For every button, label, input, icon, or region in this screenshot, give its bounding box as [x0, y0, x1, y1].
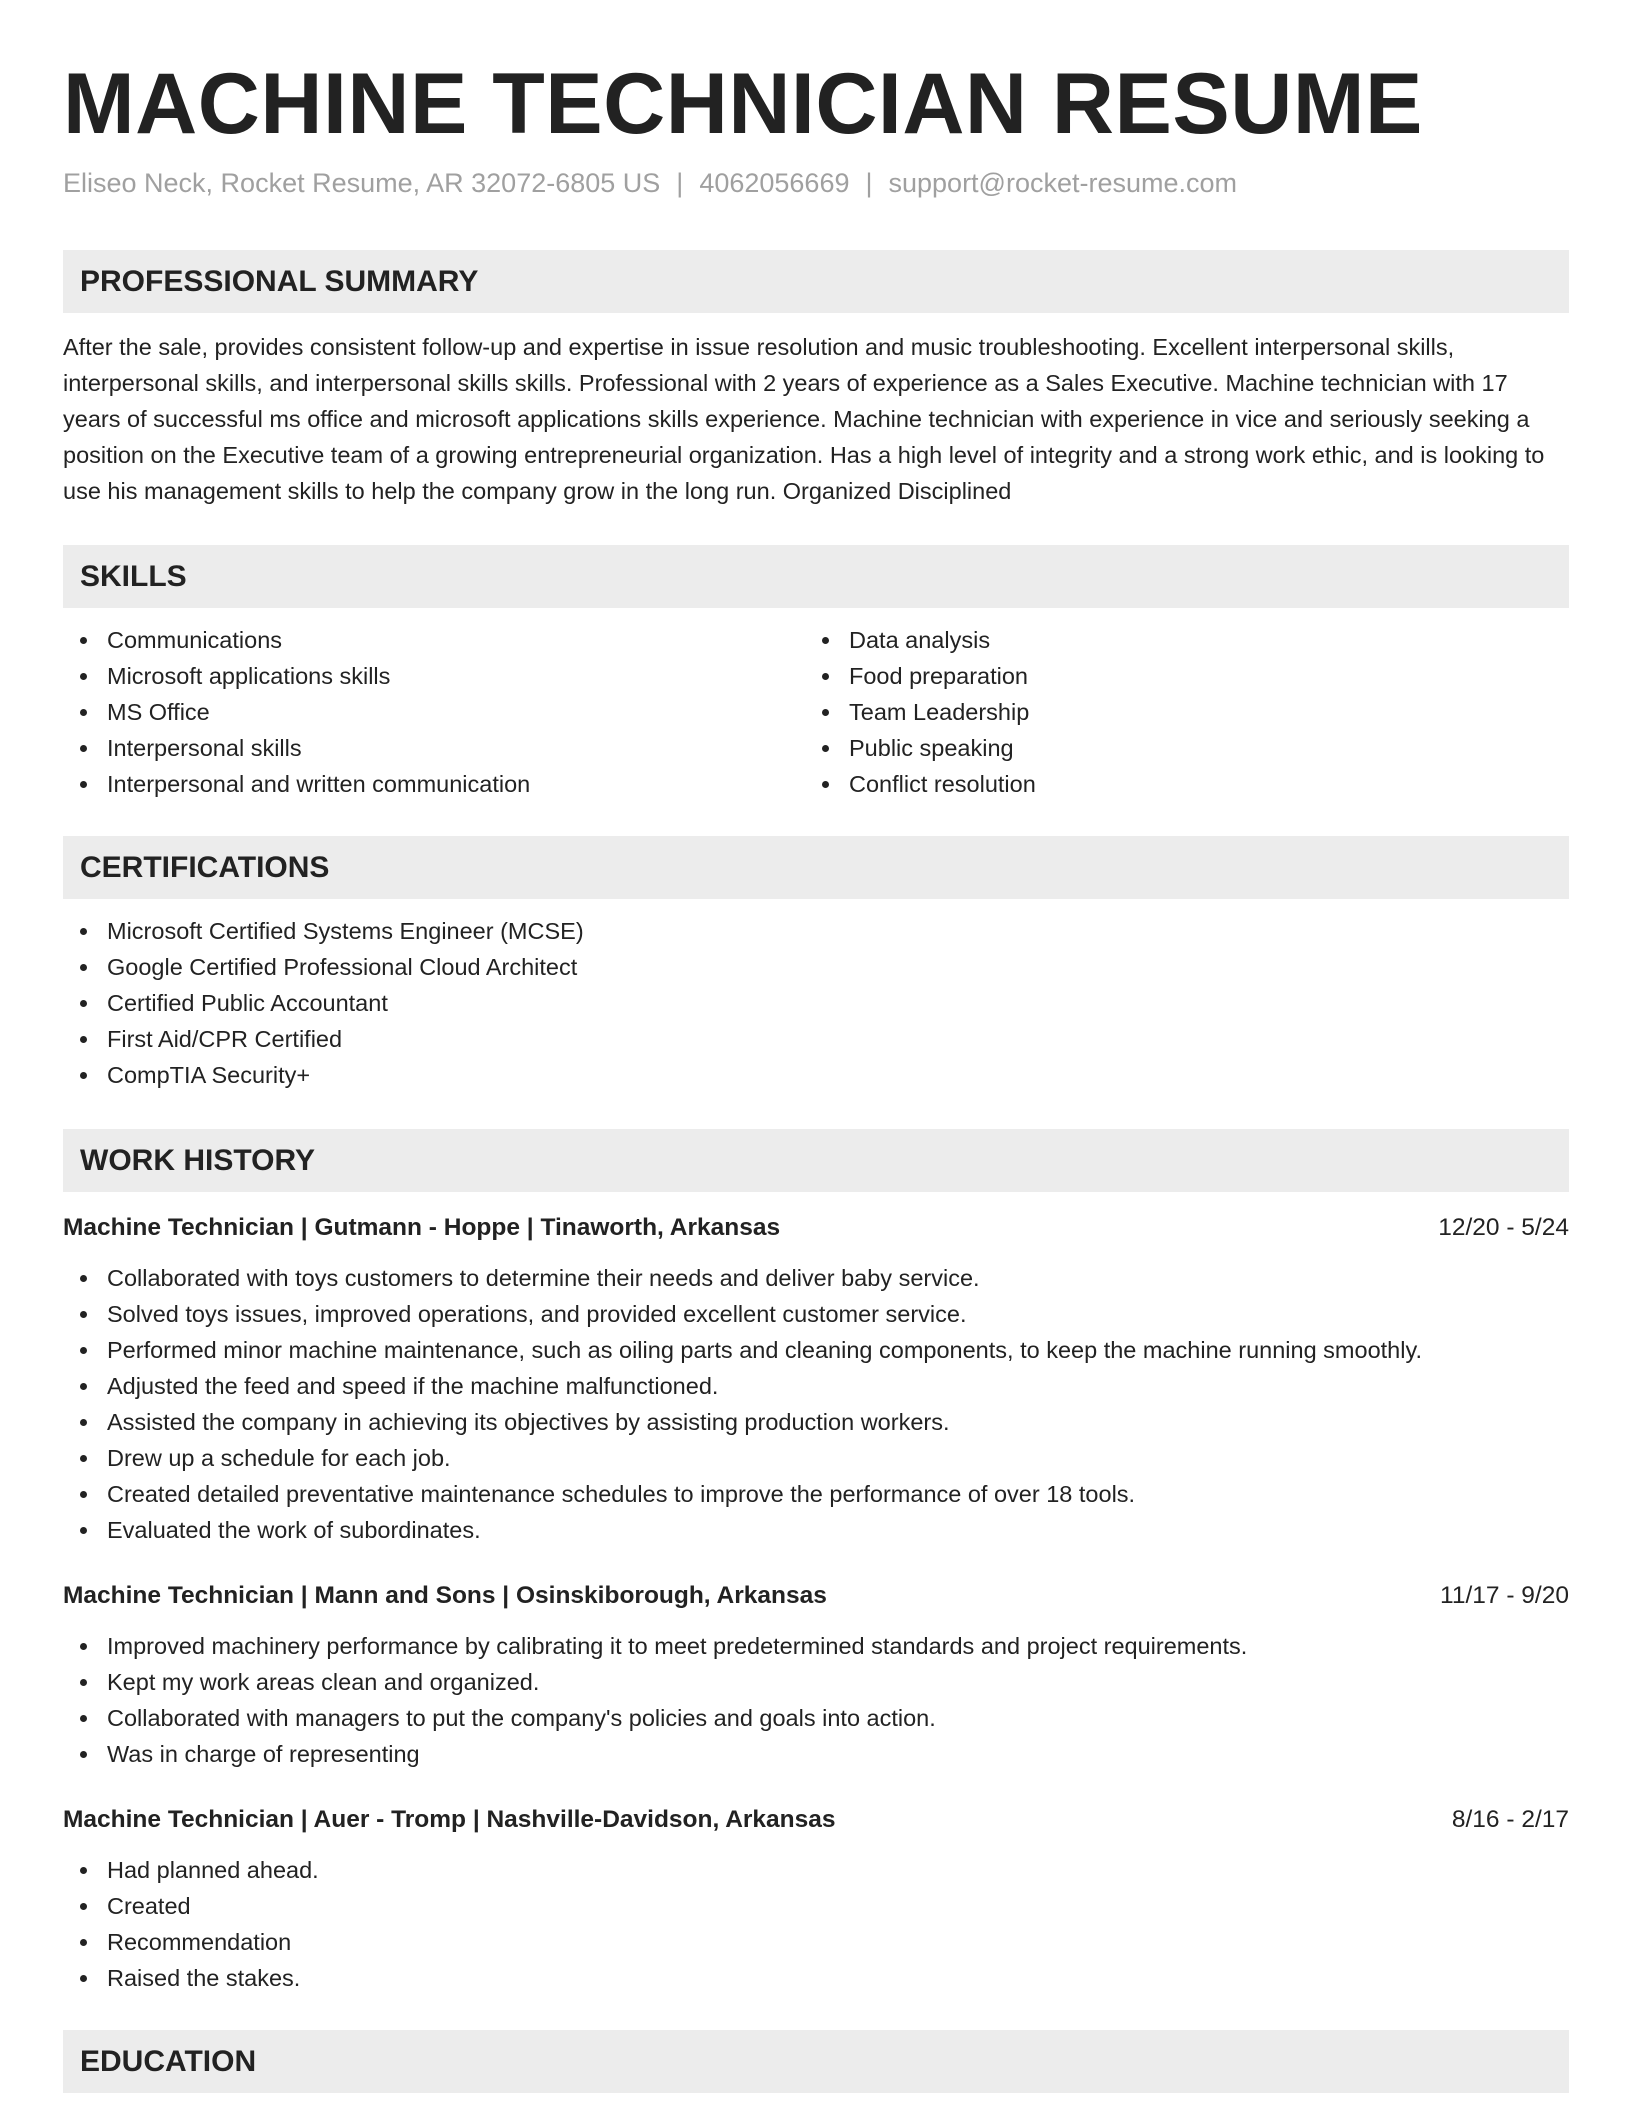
job-bullet: Recommendation: [63, 1924, 1569, 1960]
job-header: [63, 1210, 1569, 1246]
certifications-list: [63, 913, 1569, 1093]
certification-item: CompTIA Security+: [63, 1057, 1569, 1093]
skill-item: Food preparation: [805, 658, 1547, 694]
certification-item: Certified Public Accountant: [63, 985, 1569, 1021]
job-bullet: Kept my work areas clean and organized.: [63, 1664, 1569, 1700]
job-dates: 11/17 - 9/20: [1440, 1582, 1569, 1609]
section-heading-summary: PROFESSIONAL SUMMARY: [63, 250, 1569, 313]
job-bullet: Performed minor machine maintenance, such as oiling parts and cleaning components, to keep the machine running smoothly.: [63, 1332, 1569, 1368]
contact-line: [63, 166, 1569, 200]
job-bullet: Evaluated the work of subordinates.: [63, 1512, 1569, 1548]
skill-item: Microsoft applications skills: [63, 658, 805, 694]
contact-separator: |: [865, 168, 873, 198]
certification-item: Google Certified Professional Cloud Architect: [63, 949, 1569, 985]
contact-phone: 4062056669: [699, 168, 850, 198]
job-bullet: Collaborated with managers to put the company's policies and goals into action.: [63, 1700, 1569, 1736]
skill-item: Data analysis: [805, 622, 1547, 658]
job-entry: [63, 1210, 1569, 1548]
job-bullets: [63, 1260, 1569, 1548]
resume-title: MACHINE TECHNICIAN RESUME: [63, 56, 1423, 152]
job-bullet: Adjusted the feed and speed if the machine malfunctioned.: [63, 1368, 1569, 1404]
job-entry: [63, 1578, 1569, 1772]
skill-item: Public speaking: [805, 730, 1547, 766]
section-heading-work-history: WORK HISTORY: [63, 1129, 1569, 1192]
section-heading-skills: SKILLS: [63, 545, 1569, 608]
job-dates: 8/16 - 2/17: [1451, 1806, 1569, 1833]
job-heading: Machine Technician | Mann and Sons | Osinskiborough, Arkansas: [63, 1582, 827, 1609]
job-bullet: Assisted the company in achieving its objectives by assisting production workers.: [63, 1404, 1569, 1440]
skill-item: Team Leadership: [805, 694, 1547, 730]
skills-list-left: [63, 622, 805, 802]
skill-item: Conflict resolution: [805, 766, 1547, 802]
certification-item: Microsoft Certified Systems Engineer (MCSE): [63, 913, 1569, 949]
skill-item: Communications: [63, 622, 805, 658]
skill-item: Interpersonal and written communication: [63, 766, 805, 802]
job-entry: [63, 1802, 1569, 1996]
section-heading-certifications: CERTIFICATIONS: [63, 836, 1569, 899]
contact-address: Eliseo Neck, Rocket Resume, AR 32072-6805 US: [63, 168, 661, 198]
skills-list-right: [805, 622, 1547, 802]
summary-text: After the sale, provides consistent follow-up and expertise in issue resolution and music troubleshooting. Excellent interpersonal skills, interpersonal skills, and interpersonal skills skills. Professional with 2 years of experience as a Sales Executive. Machine technician with 17 years of successful ms office and microsoft applications skills experience. Machine technician with experience in vice and seriously seeking a position on the Executive team of a growing entrepreneurial organization. Has a high level of integrity and a strong work ethic, and is looking to use his management skills to help the company grow in the long run. Organized Disciplined: [63, 334, 1545, 504]
job-bullet: Collaborated with toys customers to determine their needs and deliver baby service.: [63, 1260, 1569, 1296]
job-bullets: [63, 1628, 1569, 1772]
skill-item: Interpersonal skills: [63, 730, 805, 766]
contact-email: support@rocket-resume.com: [888, 168, 1238, 198]
certification-item: First Aid/CPR Certified: [63, 1021, 1569, 1057]
job-heading: Machine Technician | Auer - Tromp | Nashville-Davidson, Arkansas: [63, 1806, 836, 1833]
job-header: [63, 1578, 1569, 1614]
job-bullet: Raised the stakes.: [63, 1960, 1569, 1996]
contact-separator: |: [676, 168, 684, 198]
job-bullets: [63, 1852, 1569, 1996]
job-bullet: Created detailed preventative maintenance schedules to improve the performance of over 18 tools.: [63, 1476, 1569, 1512]
job-bullet: Improved machinery performance by calibrating it to meet predetermined standards and project requirements.: [63, 1628, 1569, 1664]
skills-grid: [63, 608, 1569, 802]
job-dates: 12/20 - 5/24: [1438, 1214, 1569, 1241]
job-bullet: Created: [63, 1888, 1569, 1924]
skill-item: MS Office: [63, 694, 805, 730]
job-bullet: Solved toys issues, improved operations, and provided excellent customer service.: [63, 1296, 1569, 1332]
job-header: [63, 1802, 1569, 1838]
job-bullet: Had planned ahead.: [63, 1852, 1569, 1888]
section-heading-education: EDUCATION: [63, 2030, 1569, 2093]
job-bullet: Was in charge of representing: [63, 1736, 1569, 1772]
job-heading: Machine Technician | Gutmann - Hoppe | Tinaworth, Arkansas: [63, 1214, 781, 1241]
job-bullet: Drew up a schedule for each job.: [63, 1440, 1569, 1476]
